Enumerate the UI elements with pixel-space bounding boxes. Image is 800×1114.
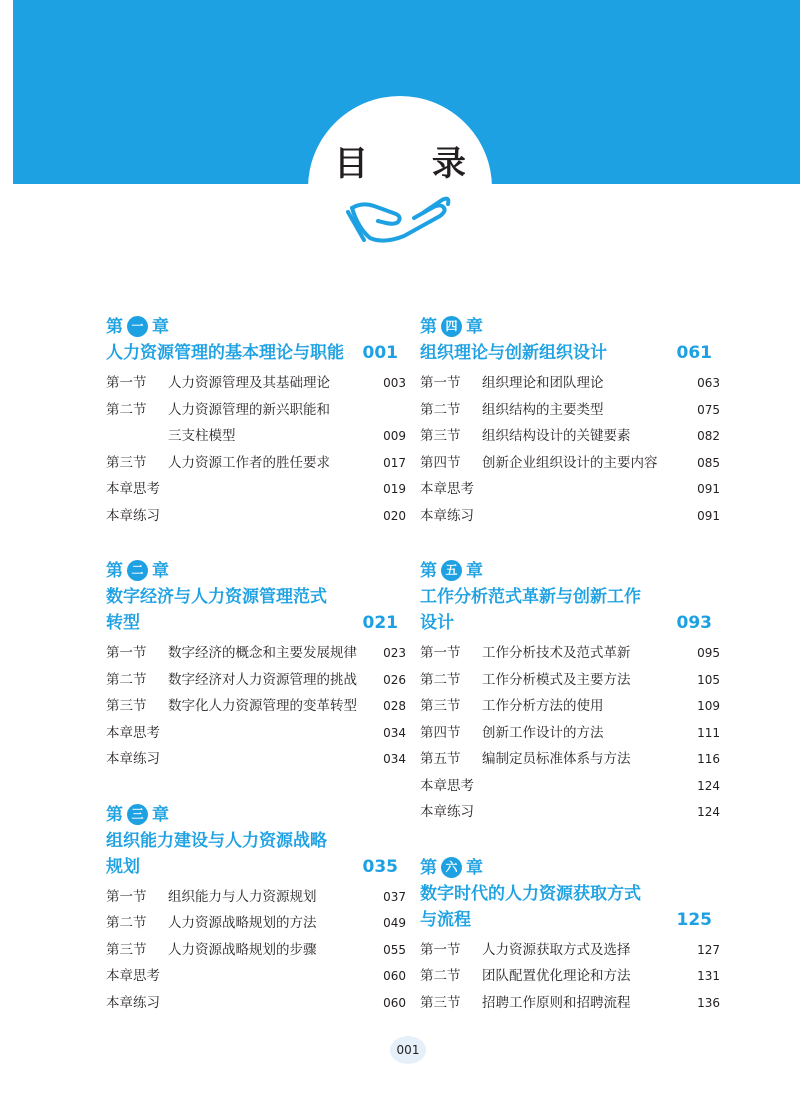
section-page: 095 (697, 646, 720, 660)
page-number: 001 (390, 1036, 426, 1064)
chapter-block (420, 855, 720, 1017)
section-page: 075 (697, 402, 720, 417)
section-title: 团队配置优化理论和方法 (482, 968, 631, 984)
toc-entry[interactable] (420, 370, 720, 397)
section-number: 第三节 (106, 698, 147, 714)
chapter-page: 093 (676, 613, 712, 633)
chapter-block (420, 558, 720, 826)
chapter-title-line[interactable] (106, 340, 406, 366)
chapter-title: 人力资源管理的基本理论与职能 (106, 343, 344, 363)
section-number (106, 423, 168, 450)
chapter-title-line[interactable] (420, 881, 720, 907)
section-title: 工作分析模式及主要方法 (482, 671, 631, 688)
section-page: 023 (383, 646, 406, 660)
toc-entry[interactable] (420, 397, 720, 424)
section-page: 124 (697, 805, 720, 819)
section-title (168, 990, 366, 1017)
toc-entry[interactable] (420, 667, 720, 694)
section-title (168, 746, 366, 773)
chapter-prefix: 第 (106, 804, 123, 825)
section-number: 本章思考 (106, 724, 160, 741)
chapter-title-line[interactable] (106, 854, 406, 880)
section-page: 063 (697, 376, 720, 390)
toc-entry[interactable] (420, 990, 720, 1017)
section-number: 第二节 (420, 968, 461, 984)
chapter-title-line[interactable] (420, 584, 720, 610)
section-number: 第一节 (420, 941, 461, 958)
section-title: 数字化人力资源管理的变革转型 (168, 698, 357, 714)
chapter-label (106, 314, 406, 340)
section-title: 编制定员标准体系与方法 (482, 751, 631, 767)
section-number: 第二节 (106, 915, 147, 931)
chapter-prefix: 第 (420, 561, 437, 581)
section-title: 工作分析方法的使用 (482, 698, 604, 714)
section-page: 020 (383, 508, 406, 523)
section-number: 第二节 (420, 671, 461, 688)
toc-entry[interactable] (106, 397, 406, 424)
chapter-suffix: 章 (152, 561, 169, 581)
chapter-page: 061 (676, 343, 712, 363)
toc-entry[interactable] (106, 667, 406, 694)
chapter-prefix: 第 (106, 561, 123, 581)
chapter-title: 组织理论与创新组织设计 (420, 343, 607, 363)
section-title (168, 720, 366, 747)
section-number: 第二节 (420, 401, 461, 418)
toc-entry[interactable] (106, 884, 406, 911)
section-number: 第四节 (420, 454, 461, 471)
section-number: 第三节 (106, 941, 147, 958)
section-list (106, 370, 406, 529)
chapter-page: 035 (362, 856, 398, 877)
section-title: 创新企业组织设计的主要内容 (482, 454, 658, 471)
section-number: 第三节 (420, 994, 461, 1011)
toc-entry[interactable] (420, 720, 720, 747)
section-list (106, 884, 406, 1017)
section-number: 第二节 (106, 401, 147, 418)
section-number: 第三节 (420, 428, 461, 444)
chapter-title-line[interactable] (106, 610, 406, 636)
chapter-title: 转型 (106, 613, 140, 633)
section-page: 131 (697, 969, 720, 983)
section-title: 人力资源战略规划的方法 (168, 915, 317, 931)
section-number: 本章思考 (420, 777, 474, 794)
section-number: 本章思考 (106, 481, 160, 497)
section-page: 060 (383, 969, 406, 983)
section-title (168, 476, 366, 503)
section-title: 数字经济的概念和主要发展规律 (168, 645, 357, 661)
section-list (106, 640, 406, 773)
section-number: 本章练习 (106, 994, 160, 1011)
chapter-title: 规划 (106, 856, 140, 877)
chapter-block (420, 314, 720, 529)
section-number: 第一节 (106, 888, 147, 905)
section-title (168, 963, 366, 990)
toc-entry[interactable] (106, 450, 406, 477)
section-title: 创新工作设计的方法 (482, 724, 604, 741)
chapter-label (420, 558, 720, 584)
toc-entry[interactable] (420, 450, 720, 477)
chapter-numeral-badge: 六 (441, 857, 462, 878)
chapter-suffix: 章 (466, 317, 483, 337)
section-number: 第一节 (420, 645, 461, 661)
section-title: 人力资源管理的新兴职能和 (168, 401, 330, 418)
section-title (482, 503, 680, 530)
section-number: 第二节 (106, 671, 147, 688)
section-title: 人力资源获取方式及选择 (482, 941, 631, 958)
section-page: 091 (697, 508, 720, 523)
chapter-suffix: 章 (152, 804, 169, 825)
chapter-block (106, 802, 406, 1017)
section-page: 034 (383, 752, 406, 766)
chapter-title: 设计 (420, 613, 454, 633)
open-hand-icon (344, 192, 460, 244)
toc-entry[interactable] (420, 693, 720, 720)
section-title: 人力资源管理及其基础理论 (168, 375, 330, 391)
chapter-title-line[interactable] (420, 610, 720, 636)
section-page: 026 (383, 672, 406, 687)
section-number: 第一节 (106, 645, 147, 661)
section-number: 本章练习 (106, 507, 160, 524)
toc-entry[interactable] (106, 423, 406, 450)
toc-entry[interactable] (106, 910, 406, 937)
chapter-suffix: 章 (466, 857, 483, 878)
toc-entry[interactable] (106, 370, 406, 397)
section-page: 009 (383, 429, 406, 443)
toc-column-right (420, 314, 720, 1045)
toc-entry[interactable] (106, 990, 406, 1017)
section-title: 人力资源工作者的胜任要求 (168, 454, 330, 471)
chapter-numeral-badge: 五 (441, 560, 462, 581)
section-title: 三支柱模型 (168, 428, 236, 444)
toc-entry[interactable] (106, 476, 406, 503)
section-page: 055 (383, 942, 406, 957)
chapter-numeral-badge: 三 (127, 804, 148, 825)
section-number: 第三节 (420, 698, 461, 714)
toc-entry[interactable] (420, 963, 720, 990)
section-title: 组织理论和团队理论 (482, 375, 604, 391)
section-number: 第四节 (420, 724, 461, 741)
section-title: 招聘工作原则和招聘流程 (482, 994, 631, 1011)
section-page: 034 (383, 725, 406, 740)
section-title: 人力资源战略规划的步骤 (168, 941, 317, 958)
section-page: 003 (383, 376, 406, 390)
chapter-prefix: 第 (106, 317, 123, 337)
section-page (366, 397, 406, 424)
chapter-numeral-badge: 一 (127, 316, 148, 337)
section-page: 037 (383, 889, 406, 904)
toc-entry[interactable] (420, 937, 720, 964)
toc-entry[interactable] (106, 640, 406, 667)
toc-entry[interactable] (106, 746, 406, 773)
section-page: 136 (697, 995, 720, 1010)
section-list (420, 370, 720, 529)
chapter-title: 与流程 (420, 909, 471, 930)
section-title: 组织结构的主要类型 (482, 401, 604, 418)
section-page: 124 (697, 778, 720, 793)
title-tab (308, 96, 492, 280)
chapter-suffix: 章 (152, 317, 169, 337)
section-number: 第一节 (106, 375, 147, 391)
chapter-title: 数字时代的人力资源获取方式 (420, 883, 641, 904)
section-number: 第五节 (420, 751, 461, 767)
section-number: 本章练习 (420, 804, 474, 820)
toc-entry[interactable] (420, 476, 720, 503)
section-page: 049 (383, 916, 406, 930)
section-title (482, 476, 680, 503)
section-list (420, 640, 720, 826)
chapter-title-line[interactable] (420, 340, 720, 366)
section-page: 082 (697, 429, 720, 443)
chapter-title-line[interactable] (106, 828, 406, 854)
chapter-page: 125 (676, 909, 712, 930)
chapter-title: 数字经济与人力资源管理范式 (106, 587, 327, 607)
toc-entry[interactable] (420, 799, 720, 826)
toc-entry[interactable] (106, 963, 406, 990)
chapter-suffix: 章 (466, 561, 483, 581)
chapter-block (106, 558, 406, 773)
section-page: 017 (383, 455, 406, 470)
toc-entry[interactable] (420, 773, 720, 800)
toc-entry[interactable] (420, 746, 720, 773)
section-title (482, 773, 680, 800)
chapter-label (420, 855, 720, 881)
chapter-prefix: 第 (420, 857, 437, 878)
section-page: 111 (697, 725, 720, 740)
section-page: 060 (383, 995, 406, 1010)
chapter-title: 工作分析范式革新与创新工作 (420, 587, 641, 607)
section-number: 第一节 (420, 375, 461, 391)
chapter-label (106, 558, 406, 584)
section-page: 109 (697, 699, 720, 713)
section-number: 本章思考 (106, 968, 160, 984)
chapter-label (106, 802, 406, 828)
toc-entry[interactable] (420, 640, 720, 667)
section-number: 本章思考 (420, 481, 474, 497)
section-number: 第三节 (106, 454, 147, 471)
section-title: 工作分析技术及范式革新 (482, 645, 631, 661)
toc-entry[interactable] (106, 720, 406, 747)
toc-column-left (106, 314, 406, 1045)
chapter-block (106, 314, 406, 529)
chapter-numeral-badge: 四 (441, 316, 462, 337)
toc-entry[interactable] (420, 423, 720, 450)
section-page: 019 (383, 482, 406, 496)
section-title (482, 799, 680, 826)
chapter-numeral-badge: 二 (127, 560, 148, 581)
section-title: 数字经济对人力资源管理的挑战 (168, 671, 357, 688)
toc-entry[interactable] (106, 503, 406, 530)
chapter-prefix: 第 (420, 317, 437, 337)
chapter-title-line[interactable] (420, 907, 720, 933)
section-title (168, 503, 366, 530)
section-page: 116 (697, 752, 720, 766)
page-title: 目 录 (334, 144, 492, 184)
chapter-title-line[interactable] (106, 584, 406, 610)
section-page: 105 (697, 672, 720, 687)
section-title: 组织结构设计的关键要素 (482, 428, 631, 444)
section-number: 本章练习 (106, 751, 160, 767)
chapter-label (420, 314, 720, 340)
chapter-title: 组织能力建设与人力资源战略 (106, 830, 327, 851)
chapter-page: 001 (362, 343, 398, 363)
section-page: 028 (383, 699, 406, 713)
toc-entry[interactable] (420, 503, 720, 530)
toc-entry[interactable] (106, 937, 406, 964)
section-page: 085 (697, 455, 720, 470)
section-number: 本章练习 (420, 507, 474, 524)
chapter-page: 021 (362, 613, 398, 633)
section-list (420, 937, 720, 1017)
section-page: 127 (697, 942, 720, 957)
section-page: 091 (697, 482, 720, 496)
toc-entry[interactable] (106, 693, 406, 720)
section-title: 组织能力与人力资源规划 (168, 888, 317, 905)
